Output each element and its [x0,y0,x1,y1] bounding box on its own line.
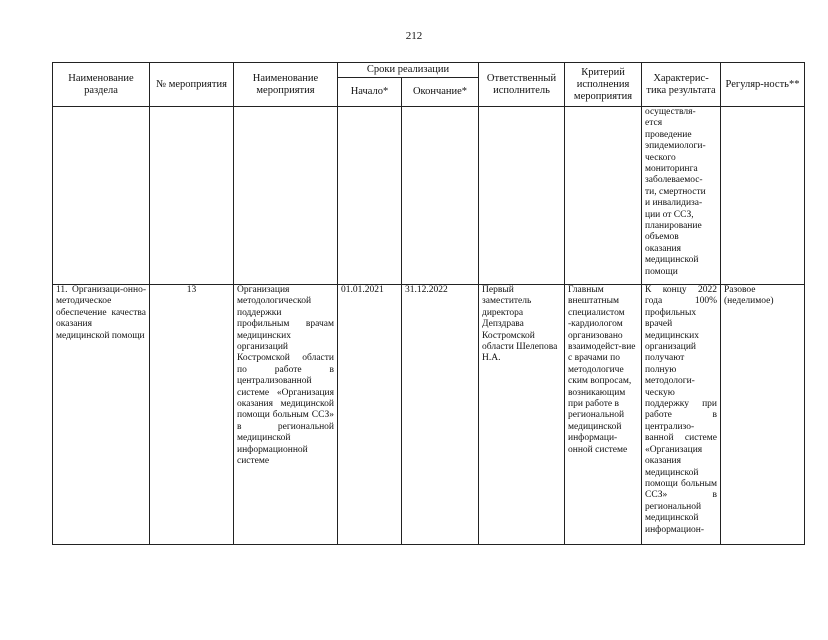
table-row [53,285,805,545]
table-cell [721,107,805,285]
cell-event-number: 13 [150,285,234,545]
header-result: Характерис-тика результата [642,63,721,107]
header-end: Окончание* [402,78,479,107]
cell-section: 11. Организаци-онно-методическое обеспечение качества оказания медицинской помощи [53,285,150,545]
cell-start-date: 01.01.2021 [338,285,402,545]
cell-criterion: Главным внештатным специалистом -кардиологом организовано взаимодейст-вие с врачами по методологиче ским вопросам, возникающим при работе в региональной медицинской информаци-онной системе [565,285,642,545]
header-responsible: Ответственный исполнитель [479,63,565,107]
table-cell [234,107,338,285]
page-number: 212 [405,30,423,42]
header-deadlines: Сроки реализации [338,63,479,78]
result-continued-text: осуществля- ется проведение эпидемиологи- ческого мониторинга заболеваемос- ти, смертности и инвалидиза- ции от ССЗ, планирование объемов оказания медицинской помощи [645,107,706,277]
implementation-plan-table [52,62,805,545]
table-cell [53,107,150,285]
cell-regularity: Разовое (неделимое) [721,285,805,545]
table-cell [150,107,234,285]
cell-end-date: 31.12.2022 [402,285,479,545]
header-event-number: № мероприятия [150,63,234,107]
header-criterion: Критерий исполнения мероприятия [565,63,642,107]
cell-responsible: Первый заместитель директора Депздрава Костромской области Шелепова Н.А. [479,285,565,545]
cell-result: К концу 2022 года 100% профильных врачей медицинских организаций получают полную методологи-ческую поддержку при работе в централизо-ванной системе «Организация оказания медицинской помощи больным ССЗ» в региональной медицинской информацион- [642,285,721,545]
table-row-continuation [53,107,805,285]
cell-event-name: Организация методологической поддержки профильным врачам медицинских организаций Костромской области по работе в централизованной системе «Организация оказания медицинской помощи больным ССЗ» в региональной медицинской информационной системе [234,285,338,545]
header-event-name: Наименование мероприятия [234,63,338,107]
table-cell [479,107,565,285]
header-regularity: Регуляр-ность** [721,63,805,107]
header-section-name: Наименование раздела [53,63,150,107]
header-start: Начало* [338,78,402,107]
header-row-top [53,63,805,78]
table-cell-result-continued [642,107,721,285]
table-cell [338,107,402,285]
table-cell [402,107,479,285]
table-cell [565,107,642,285]
